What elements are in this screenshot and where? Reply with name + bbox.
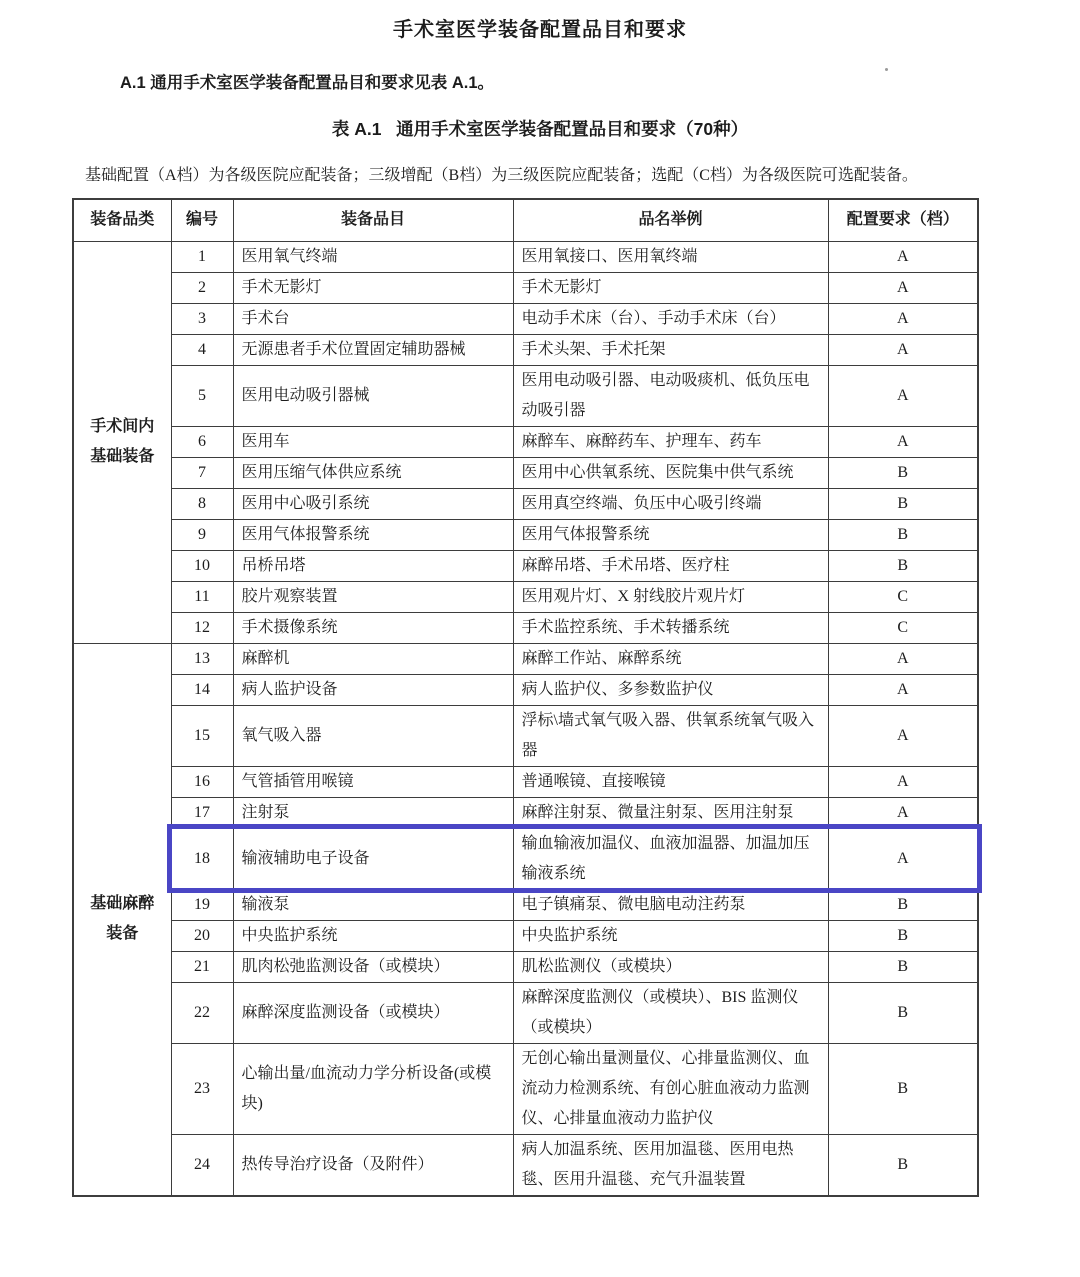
header-category: 装备品类 bbox=[73, 199, 171, 241]
row-grade: B bbox=[828, 982, 978, 1043]
row-grade: A bbox=[828, 241, 978, 272]
row-examples: 医用电动吸引器、电动吸痰机、低负压电动吸引器 bbox=[513, 365, 828, 426]
row-item: 中央监护系统 bbox=[233, 920, 513, 951]
row-number: 24 bbox=[171, 1134, 233, 1196]
row-examples: 医用真空终端、负压中心吸引终端 bbox=[513, 488, 828, 519]
table-row bbox=[73, 519, 978, 550]
row-grade: A bbox=[828, 426, 978, 457]
table-row bbox=[73, 334, 978, 365]
row-grade: A bbox=[828, 705, 978, 766]
row-item: 气管插管用喉镜 bbox=[233, 766, 513, 797]
table-row bbox=[73, 828, 978, 889]
row-item: 胶片观察装置 bbox=[233, 581, 513, 612]
row-number: 15 bbox=[171, 705, 233, 766]
row-number: 11 bbox=[171, 581, 233, 612]
row-item: 注射泵 bbox=[233, 797, 513, 828]
row-grade: B bbox=[828, 1043, 978, 1134]
row-item: 医用氧气终端 bbox=[233, 241, 513, 272]
row-examples: 输血输液加温仪、血液加温器、加温加压输液系统 bbox=[513, 828, 828, 889]
table-row bbox=[73, 797, 978, 828]
row-item: 手术摄像系统 bbox=[233, 612, 513, 643]
table-caption: 表 A.1 通用手术室医学装备配置品目和要求（70种） bbox=[331, 119, 749, 139]
row-item: 医用气体报警系统 bbox=[233, 519, 513, 550]
row-grade: A bbox=[828, 334, 978, 365]
row-item: 麻醉机 bbox=[233, 643, 513, 674]
row-grade: B bbox=[828, 457, 978, 488]
row-number: 9 bbox=[171, 519, 233, 550]
row-examples: 医用气体报警系统 bbox=[513, 519, 828, 550]
row-item: 肌肉松弛监测设备（或模块） bbox=[233, 951, 513, 982]
row-number: 14 bbox=[171, 674, 233, 705]
row-item: 输液泵 bbox=[233, 889, 513, 920]
row-grade: A bbox=[828, 674, 978, 705]
category-cell: 基础麻醉装备 bbox=[73, 643, 171, 1196]
table-row bbox=[73, 550, 978, 581]
row-examples: 无创心输出量测量仪、心排量监测仪、血流动力检测系统、有创心脏血液动力监测仪、心排量血液动力监护仪 bbox=[513, 1043, 828, 1134]
row-examples: 医用中心供氧系统、医院集中供气系统 bbox=[513, 457, 828, 488]
row-examples: 麻醉深度监测仪（或模块）、BIS 监测仪（或模块） bbox=[513, 982, 828, 1043]
row-item: 心输出量/血流动力学分析设备(或模块) bbox=[233, 1043, 513, 1134]
row-grade: A bbox=[828, 828, 978, 889]
row-grade: B bbox=[828, 1134, 978, 1196]
table-row bbox=[73, 643, 978, 674]
header-row bbox=[73, 199, 978, 241]
header-grade: 配置要求（档） bbox=[828, 199, 978, 241]
row-item: 输液辅助电子设备 bbox=[233, 828, 513, 889]
table-row bbox=[73, 1134, 978, 1196]
equipment-table bbox=[72, 198, 979, 1197]
table-row bbox=[73, 241, 978, 272]
row-number: 4 bbox=[171, 334, 233, 365]
row-examples: 麻醉车、麻醉药车、护理车、药车 bbox=[513, 426, 828, 457]
row-number: 12 bbox=[171, 612, 233, 643]
row-examples: 病人监护仪、多参数监护仪 bbox=[513, 674, 828, 705]
row-examples: 病人加温系统、医用加温毯、医用电热毯、医用升温毯、充气升温装置 bbox=[513, 1134, 828, 1196]
row-grade: A bbox=[828, 766, 978, 797]
table-row bbox=[73, 889, 978, 920]
row-grade: B bbox=[828, 920, 978, 951]
row-examples: 手术无影灯 bbox=[513, 272, 828, 303]
row-examples: 电子镇痛泵、微电脑电动注药泵 bbox=[513, 889, 828, 920]
row-item: 医用车 bbox=[233, 426, 513, 457]
row-item: 吊桥吊塔 bbox=[233, 550, 513, 581]
row-grade: A bbox=[828, 272, 978, 303]
row-number: 3 bbox=[171, 303, 233, 334]
row-grade: B bbox=[828, 488, 978, 519]
table-row bbox=[73, 982, 978, 1043]
row-examples: 肌松监测仪（或模块） bbox=[513, 951, 828, 982]
row-examples: 中央监护系统 bbox=[513, 920, 828, 951]
table-row bbox=[73, 674, 978, 705]
row-item: 麻醉深度监测设备（或模块） bbox=[233, 982, 513, 1043]
table-row bbox=[73, 457, 978, 488]
row-examples: 医用氧接口、医用氧终端 bbox=[513, 241, 828, 272]
row-number: 8 bbox=[171, 488, 233, 519]
row-number: 10 bbox=[171, 550, 233, 581]
row-examples: 麻醉注射泵、微量注射泵、医用注射泵 bbox=[513, 797, 828, 828]
row-examples: 浮标\墙式氧气吸入器、供氧系统氧气吸入器 bbox=[513, 705, 828, 766]
table-body bbox=[73, 241, 978, 1196]
row-examples: 手术监控系统、手术转播系统 bbox=[513, 612, 828, 643]
row-item: 手术无影灯 bbox=[233, 272, 513, 303]
table-row bbox=[73, 303, 978, 334]
row-grade: C bbox=[828, 581, 978, 612]
row-number: 20 bbox=[171, 920, 233, 951]
row-number: 21 bbox=[171, 951, 233, 982]
row-grade: A bbox=[828, 303, 978, 334]
table-row bbox=[73, 1043, 978, 1134]
row-grade: A bbox=[828, 365, 978, 426]
row-examples: 医用观片灯、X 射线胶片观片灯 bbox=[513, 581, 828, 612]
table-row bbox=[73, 365, 978, 426]
row-number: 6 bbox=[171, 426, 233, 457]
row-grade: A bbox=[828, 643, 978, 674]
row-number: 19 bbox=[171, 889, 233, 920]
row-number: 18 bbox=[171, 828, 233, 889]
table-row bbox=[73, 920, 978, 951]
row-examples: 电动手术床（台）、手动手术床（台） bbox=[513, 303, 828, 334]
row-grade: C bbox=[828, 612, 978, 643]
row-examples: 手术头架、手术托架 bbox=[513, 334, 828, 365]
row-number: 17 bbox=[171, 797, 233, 828]
row-item: 无源患者手术位置固定辅助器械 bbox=[233, 334, 513, 365]
row-examples: 麻醉吊塔、手术吊塔、医疗柱 bbox=[513, 550, 828, 581]
row-number: 16 bbox=[171, 766, 233, 797]
row-number: 7 bbox=[171, 457, 233, 488]
table-row bbox=[73, 705, 978, 766]
row-item: 病人监护设备 bbox=[233, 674, 513, 705]
row-number: 1 bbox=[171, 241, 233, 272]
row-item: 氧气吸入器 bbox=[233, 705, 513, 766]
row-item: 医用电动吸引器械 bbox=[233, 365, 513, 426]
row-item: 手术台 bbox=[233, 303, 513, 334]
table-row bbox=[73, 766, 978, 797]
table-row bbox=[73, 951, 978, 982]
table-row bbox=[73, 272, 978, 303]
row-grade: B bbox=[828, 951, 978, 982]
row-grade: B bbox=[828, 889, 978, 920]
table-note: 基础配置（A档）为各级医院应配装备；三级增配（B档）为三级医院应配装备；选配（C档）为各级医院可选配装备。 bbox=[85, 167, 918, 184]
row-number: 22 bbox=[171, 982, 233, 1043]
row-item: 医用中心吸引系统 bbox=[233, 488, 513, 519]
category-cell: 手术间内基础装备 bbox=[73, 241, 171, 643]
page-title: 手术室医学装备配置品目和要求 bbox=[393, 19, 687, 41]
row-item: 热传导治疗设备（及附件） bbox=[233, 1134, 513, 1196]
row-grade: B bbox=[828, 550, 978, 581]
header-examples: 品名举例 bbox=[513, 199, 828, 241]
row-number: 2 bbox=[171, 272, 233, 303]
row-grade: A bbox=[828, 797, 978, 828]
row-number: 23 bbox=[171, 1043, 233, 1134]
header-item: 装备品目 bbox=[233, 199, 513, 241]
row-item: 医用压缩气体供应系统 bbox=[233, 457, 513, 488]
row-number: 13 bbox=[171, 643, 233, 674]
table-row bbox=[73, 488, 978, 519]
row-examples: 普通喉镜、直接喉镜 bbox=[513, 766, 828, 797]
row-grade: B bbox=[828, 519, 978, 550]
table-row bbox=[73, 426, 978, 457]
table-row bbox=[73, 612, 978, 643]
intro-paragraph: A.1 通用手术室医学装备配置品目和要求见表 A.1。 bbox=[120, 74, 495, 92]
row-number: 5 bbox=[171, 365, 233, 426]
header-number: 编号 bbox=[171, 199, 233, 241]
row-examples: 麻醉工作站、麻醉系统 bbox=[513, 643, 828, 674]
table-row bbox=[73, 581, 978, 612]
scan-artifact-dot bbox=[885, 68, 888, 71]
